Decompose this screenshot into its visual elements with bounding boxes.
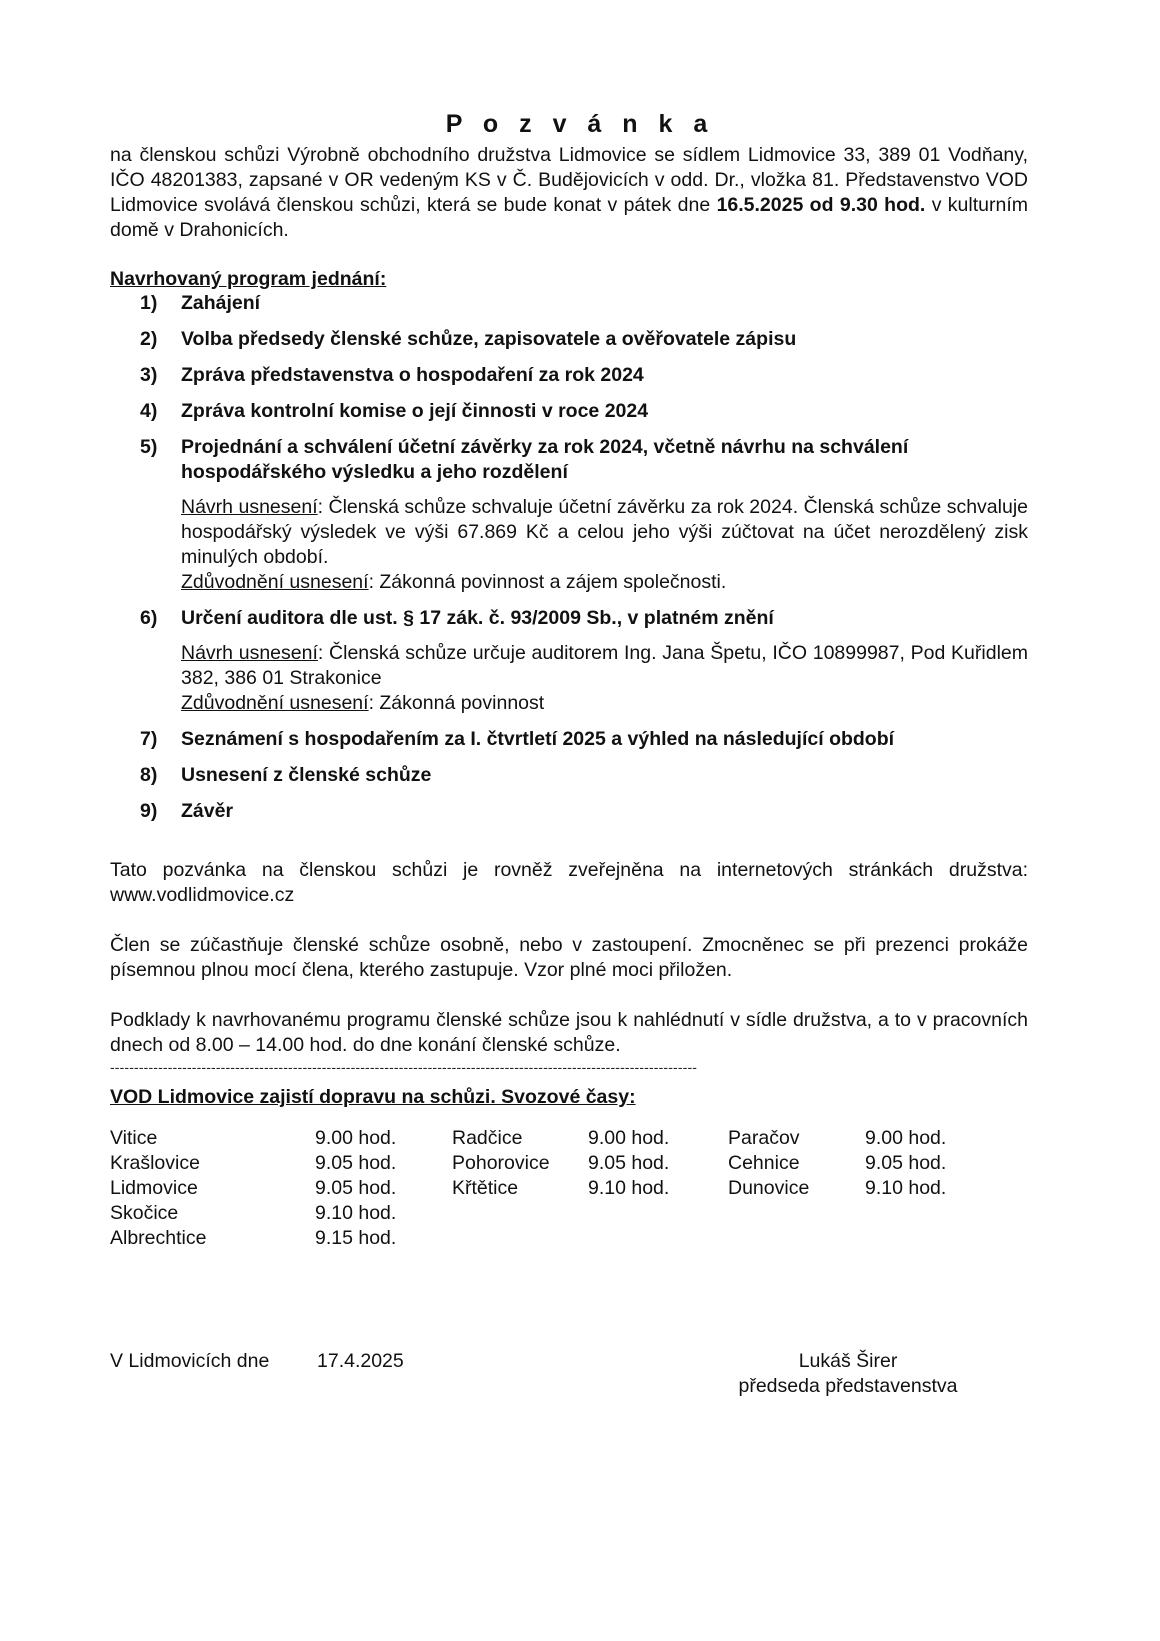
reason-label: Zdůvodnění usnesení	[181, 692, 369, 714]
stop-row	[452, 1176, 669, 1201]
agenda-title: Navrhovaný program jednání:	[110, 268, 387, 290]
stop-time: 9.00 hod.	[315, 1127, 397, 1149]
intro-paragraph	[110, 143, 1028, 243]
agenda-number: 9)	[140, 800, 158, 822]
agenda-item-2	[140, 327, 1028, 352]
stop-row	[728, 1176, 946, 1201]
stop-place: Lidmovice	[110, 1177, 198, 1199]
stop-time: 9.00 hod.	[865, 1127, 947, 1149]
reason-text: : Zákonná povinnost a zájem společnosti.	[368, 571, 727, 593]
stop-row	[110, 1151, 396, 1176]
agenda-item-3	[140, 363, 1028, 388]
documents-text: Podklady k navrhovanému programu členské schůze jsou k nahlédnutí v sídle družstva, a to v pracovních dnech od 8.00 – 14.00 hod. do dne konání členské schůze.	[110, 1009, 1028, 1056]
stop-place: Dunovice	[728, 1177, 810, 1199]
transport-title: VOD Lidmovice zajistí dopravu na schůzi. Svozové časy:	[110, 1086, 636, 1108]
stop-place: Křtětice	[452, 1177, 519, 1199]
documents-paragraph	[110, 1008, 1028, 1058]
dashed-divider: --------------------------------------------------------------------------------------------------------------------------	[110, 1059, 698, 1075]
agenda-item-4	[140, 399, 1028, 424]
web-notice-paragraph	[110, 858, 1028, 908]
signature-block	[728, 1349, 968, 1399]
stop-row	[728, 1126, 946, 1151]
agenda-item-8	[140, 763, 1028, 788]
agenda-text: Závěr	[181, 800, 234, 822]
stop-place: Paračov	[728, 1127, 800, 1149]
stop-time: 9.05 hod.	[315, 1152, 397, 1174]
resolution-block	[181, 641, 1028, 716]
reason-text: : Zákonná povinnost	[368, 692, 545, 714]
stop-time: 9.05 hod.	[315, 1177, 397, 1199]
stop-row	[110, 1176, 396, 1201]
stop-place: Pohorovice	[452, 1152, 550, 1174]
agenda-item-5	[140, 435, 1028, 595]
stop-row	[452, 1126, 669, 1151]
stop-row	[452, 1151, 669, 1176]
stop-time: 9.05 hod.	[865, 1152, 947, 1174]
agenda-list	[140, 291, 1028, 835]
agenda-number: 5)	[140, 436, 158, 458]
stop-place: Radčice	[452, 1127, 523, 1149]
agenda-text: Zahájení	[181, 292, 261, 314]
agenda-text: Seznámení s hospodařením za I. čtvrtletí 2025 a výhled na následující období	[181, 728, 895, 750]
document-title: P o z v á n k a	[445, 110, 715, 138]
proposal-label: Návrh usnesení	[181, 496, 318, 518]
stop-time: 9.10 hod.	[865, 1177, 947, 1199]
intro-text: na členskou schůzi Výrobně obchodního družstva Lidmovice se sídlem Lidmovice 33, 389 01 Vodňany, IČO 48201383, zapsané v OR vedeným KS v Č. Budějovicích v odd. Dr., vložka 81. Představenstvo VOD Lidmovice svolává členskou schůzi, která se bude konat v pátek dne	[110, 144, 1028, 216]
stop-row	[110, 1226, 396, 1251]
agenda-item-7	[140, 727, 1028, 752]
proposal-text: : Členská schůze určuje auditorem Ing. Jana Špetu, IČO 10899987, Pod Kuřidlem 382, 386 01 Strakonice	[181, 642, 1028, 689]
agenda-number: 6)	[140, 607, 158, 629]
stops-column-1	[110, 1126, 396, 1251]
signer-name: Lukáš Širer	[798, 1350, 898, 1372]
agenda-number: 7)	[140, 728, 158, 750]
agenda-text: Volba předsedy členské schůze, zapisovatele a ověřovatele zápisu	[181, 328, 797, 350]
stop-time: 9.10 hod.	[588, 1177, 670, 1199]
stop-time: 9.05 hod.	[588, 1152, 670, 1174]
meeting-location: v kulturním domě v Drahonicích.	[110, 194, 1028, 241]
agenda-number: 4)	[140, 400, 158, 422]
meeting-date: 16.5.2025 od 9.30 hod.	[716, 194, 926, 216]
stop-time: 9.15 hod.	[315, 1227, 397, 1249]
footer-date: 17.4.2025	[317, 1350, 404, 1372]
stop-row	[110, 1201, 396, 1226]
agenda-text: Určení auditora dle ust. § 17 zák. č. 93/2009 Sb., v platném znění	[181, 607, 774, 629]
stop-time: 9.00 hod.	[588, 1127, 670, 1149]
member-attendance-text: Člen se zúčastňuje členské schůze osobně, nebo v zastoupení. Zmocněnec se při prezenci prokáže písemnou plnou mocí člena, kterého zastupuje. Vzor plné moci přiložen.	[110, 934, 1028, 981]
agenda-text: Projednání a schválení účetní závěrky za rok 2024, včetně návrhu na schválení hospodářského výsledku a jeho rozdělení	[181, 436, 909, 483]
reason-label: Zdůvodnění usnesení	[181, 571, 369, 593]
stop-row	[110, 1126, 396, 1151]
agenda-item-1	[140, 291, 1028, 316]
signer-role: předseda představenstva	[738, 1375, 958, 1397]
stop-time: 9.10 hod.	[315, 1202, 397, 1224]
member-attendance-paragraph	[110, 933, 1028, 983]
footer-place-label: V Lidmovicích dne	[110, 1350, 270, 1372]
web-notice-text: Tato pozvánka na členskou schůzi je rovněž zveřejněna na internetových stránkách družstva: www.vodlidmovice.cz	[110, 859, 1028, 906]
resolution-block	[181, 495, 1028, 595]
stops-column-3	[728, 1126, 946, 1201]
agenda-text: Zpráva kontrolní komise o její činnosti v roce 2024	[181, 400, 649, 422]
agenda-text: Zpráva představenstva o hospodaření za rok 2024	[181, 364, 644, 386]
proposal-text: : Členská schůze schvaluje účetní závěrku za rok 2024. Členská schůze schvaluje hospodářský výsledek ve výši 67.869 Kč a celou jeho výši zúčtovat na účet nerozdělený zisk minulých období.	[181, 496, 1029, 568]
stops-column-2	[452, 1126, 669, 1201]
agenda-item-6	[140, 606, 1028, 716]
stop-place: Vitice	[110, 1127, 158, 1149]
agenda-number: 2)	[140, 328, 158, 350]
agenda-text: Usnesení z členské schůze	[181, 764, 432, 786]
stop-place: Krašlovice	[110, 1152, 200, 1174]
agenda-number: 8)	[140, 764, 158, 786]
agenda-number: 1)	[140, 292, 158, 314]
stop-place: Skočice	[110, 1202, 179, 1224]
agenda-number: 3)	[140, 364, 158, 386]
agenda-item-9	[140, 799, 1028, 824]
stop-place: Cehnice	[728, 1152, 800, 1174]
stop-place: Albrechtice	[110, 1227, 207, 1249]
proposal-label: Návrh usnesení	[181, 642, 318, 664]
stop-row	[728, 1151, 946, 1176]
